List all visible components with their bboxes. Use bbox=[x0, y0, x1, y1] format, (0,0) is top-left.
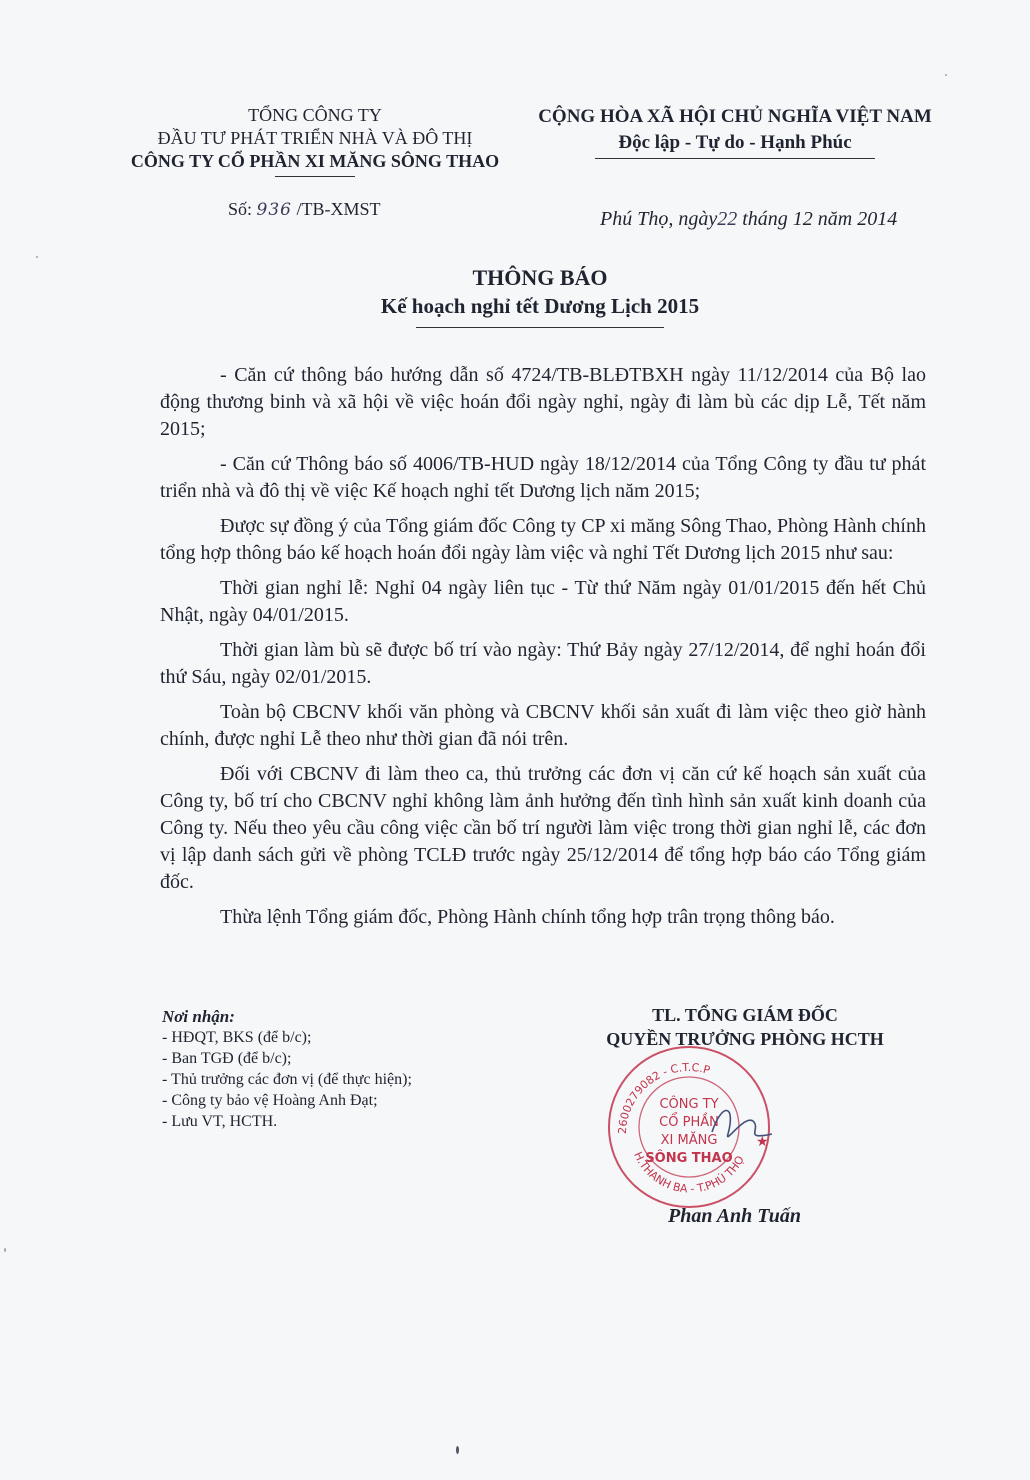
recipient-item: - Công ty bảo vệ Hoàng Anh Đạt; bbox=[162, 1092, 378, 1109]
national-header bbox=[520, 104, 950, 159]
organization-header bbox=[110, 104, 520, 177]
seal-ring-bottom: H.THANH BA - T.PHÚ THỌ bbox=[631, 1149, 747, 1196]
org-underline bbox=[275, 176, 355, 177]
seal-line-1: CÔNG TY bbox=[659, 1097, 719, 1112]
document-number bbox=[228, 199, 380, 220]
body-paragraph: Thời gian làm bù sẽ được bố trí vào ngày: Thứ Bảy ngày 27/12/2014, để nghỉ hoán đổi thứ Sáu, ngày 02/01/2015. bbox=[160, 639, 926, 688]
recipients-title: Nơi nhận: bbox=[162, 1007, 235, 1026]
doc-number-handwritten: 936 bbox=[256, 200, 292, 220]
recipient-item: - Lưu VT, HCTH. bbox=[162, 1113, 278, 1130]
title-underline bbox=[416, 327, 664, 328]
seal-ring-top: 2600279082 - C.T.C.P bbox=[615, 1060, 712, 1135]
place-date-before: Phú Thọ, ngày bbox=[600, 208, 718, 230]
body-paragraph: Được sự đồng ý của Tổng giám đốc Công ty CP xi măng Sông Thao, Phòng Hành chính tổng hợp thông báo kế hoạch hoán đổi ngày làm việc và nghỉ Tết Dương lịch 2015 như sau: bbox=[160, 515, 926, 564]
signature-stroke bbox=[712, 1110, 772, 1136]
org-line-3: CÔNG TY CỔ PHẦN XI MĂNG SÔNG THAO bbox=[130, 151, 500, 171]
scan-speck bbox=[4, 1248, 6, 1252]
org-line-1: TỔNG CÔNG TY bbox=[248, 105, 382, 125]
body-paragraph: Thừa lệnh Tổng giám đốc, Phòng Hành chính tổng hợp trân trọng thông báo. bbox=[220, 906, 835, 928]
title-main: THÔNG BÁO bbox=[472, 265, 608, 290]
place-date-after: tháng 12 năm 2014 bbox=[742, 208, 898, 230]
scan-speck bbox=[945, 74, 947, 76]
document-title bbox=[250, 264, 830, 328]
seal-line-4: SÔNG THAO bbox=[645, 1151, 733, 1166]
recipients-block bbox=[162, 1006, 502, 1132]
body-paragraph: - Căn cứ Thông báo số 4006/TB-HUD ngày 18/12/2014 của Tổng Công ty đầu tư phát triển nhà và đô thị về việc Kế hoạch nghỉ tết Dương lịch năm 2015; bbox=[160, 453, 926, 502]
signer-line-2: QUYỀN TRƯỞNG PHÒNG HCTH bbox=[606, 1029, 884, 1049]
seal-line-2: CỔ PHẦN bbox=[659, 1115, 719, 1130]
place-date-day: 22 bbox=[717, 208, 738, 230]
nation-line-2: Độc lập - Tự do - Hạnh Phúc bbox=[618, 132, 852, 153]
seal-line-3: XI MĂNG bbox=[660, 1133, 718, 1148]
nation-underline bbox=[595, 158, 875, 159]
doc-number-prefix: Số: bbox=[228, 199, 253, 219]
document-body bbox=[160, 362, 926, 939]
company-seal bbox=[604, 1042, 774, 1212]
org-line-2: ĐẦU TƯ PHÁT TRIỂN NHÀ VÀ ĐÔ THỊ bbox=[157, 128, 473, 148]
place-date bbox=[600, 208, 897, 231]
scan-speck bbox=[456, 1446, 459, 1454]
body-paragraph: Thời gian nghỉ lễ: Nghỉ 04 ngày liên tục - Từ thứ Năm ngày 01/01/2015 đến hết Chủ Nhật, ngày 04/01/2015. bbox=[160, 577, 926, 626]
title-sub: Kế hoạch nghỉ tết Dương Lịch 2015 bbox=[380, 294, 700, 318]
nation-line-1: CỘNG HÒA XÃ HỘI CHỦ NGHĨA VIỆT NAM bbox=[538, 106, 932, 127]
signer-line-1: TL. TỔNG GIÁM ĐỐC bbox=[652, 1005, 838, 1025]
seal-star-icon: ★ bbox=[756, 1135, 769, 1150]
scan-speck bbox=[36, 256, 38, 258]
body-paragraph: Đối với CBCNV đi làm theo ca, thủ trưởng các đơn vị căn cứ kế hoạch sản xuất của Công ty, bố trí cho CBCNV nghỉ không làm ảnh hưởng đến tình hình sản xuất kinh doanh của Công ty. Nếu theo yêu cầu công việc cần bố trí người làm việc trong thời gian nghỉ lễ, các đơn vị lập danh sách gửi về phòng TCLĐ trước ngày 25/12/2014 để tổng hợp báo cáo Tổng giám đốc. bbox=[160, 763, 926, 893]
signer-name: Phan Anh Tuấn bbox=[668, 1205, 802, 1227]
recipient-item: - Ban TGĐ (để b/c); bbox=[162, 1050, 292, 1067]
body-paragraph: Toàn bộ CBCNV khối văn phòng và CBCNV khối sản xuất đi làm việc theo giờ hành chính, được nghỉ Lễ theo như thời gian đã nói trên. bbox=[160, 701, 926, 750]
body-paragraph: - Căn cứ thông báo hướng dẫn số 4724/TB-BLĐTBXH ngày 11/12/2014 của Bộ lao động thương binh và xã hội về việc hoán đổi ngày nghỉ, ngày đi làm bù các dịp Lễ, Tết năm 2015; bbox=[160, 364, 926, 440]
recipient-item: - Thủ trưởng các đơn vị (để thực hiện); bbox=[162, 1071, 412, 1088]
doc-number-suffix: /TB-XMST bbox=[296, 199, 381, 219]
recipient-item: - HĐQT, BKS (để b/c); bbox=[162, 1029, 312, 1046]
